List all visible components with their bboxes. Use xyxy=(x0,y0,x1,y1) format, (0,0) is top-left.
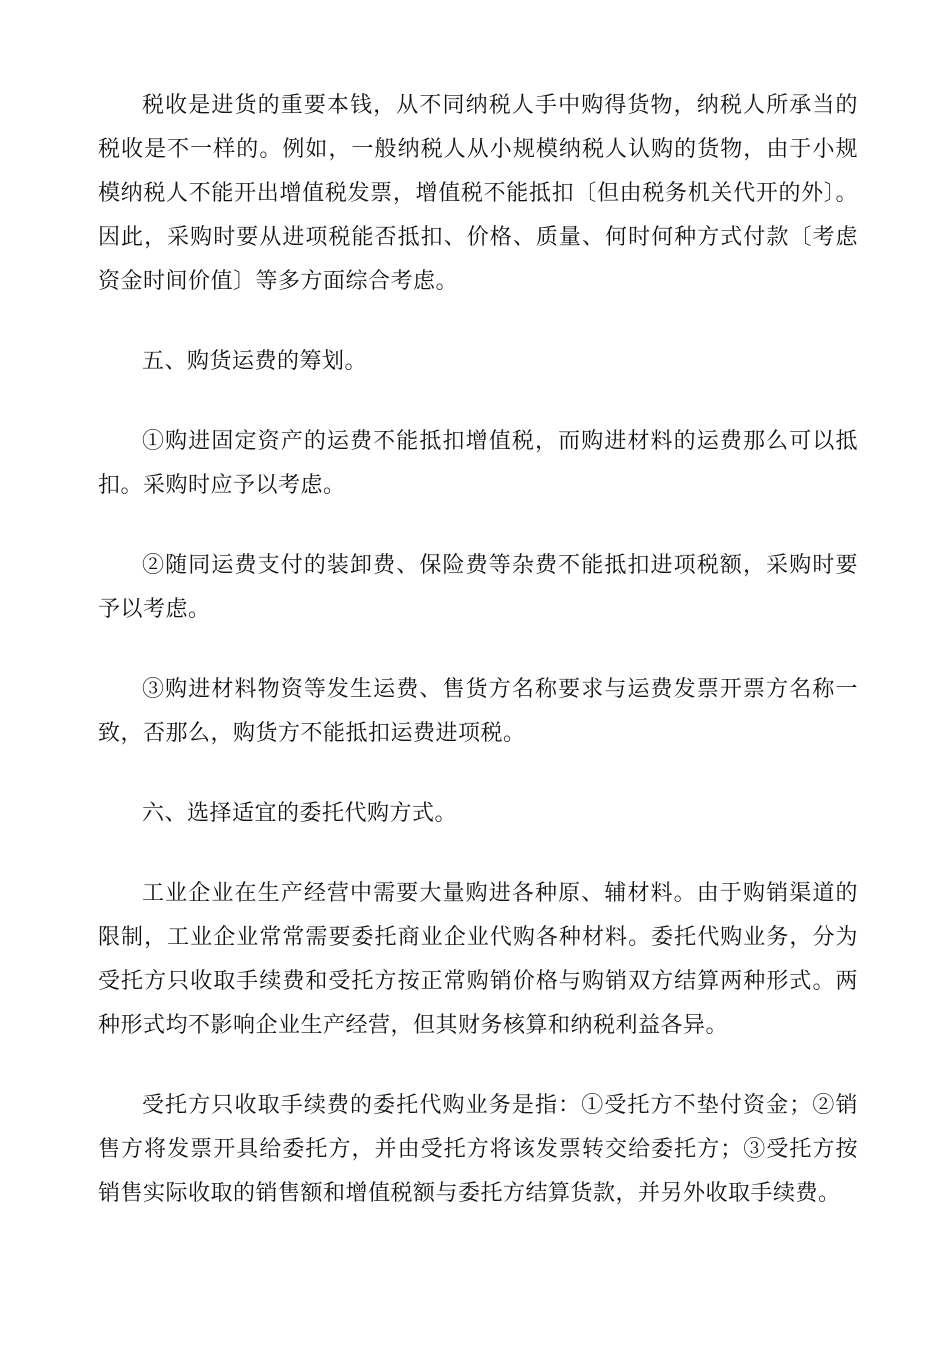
document-page xyxy=(98,84,858,1252)
paragraph-freight-1: ①购进固定资产的运费不能抵扣增值税，而购进材料的运费那么可以抵扣。采购时应予以考虑。 xyxy=(98,429,858,498)
paragraph-agency-intro: 工业企业在生产经营中需要大量购进各种原、辅材料。由于购销渠道的限制，工业企业常常需要委托商业企业代购各种材料。委托代购业务，分为受托方只收取手续费和受托方按正常购销价格与购销双方结算两种形式。两种形式均不影响企业生产经营，但其财务核算和纳税利益各异。 xyxy=(98,881,858,1038)
section-heading-freight: 五、购货运费的筹划。 xyxy=(142,349,368,374)
section-heading-agency: 六、选择适宜的委托代购方式。 xyxy=(142,801,458,826)
paragraph-agency-fee: 受托方只收取手续费的委托代购业务是指：①受托方不垫付资金；②销售方将发票开具给委托方，并由受托方将该发票转交给委托方；③受托方按销售实际收取的销售额和增值税额与委托方结算货款，并另外收取手续费。 xyxy=(98,1093,858,1206)
paragraph-freight-3: ③购进材料物资等发生运费、售货方名称要求与运费发票开票方名称一致，否那么，购货方不能抵扣运费进项税。 xyxy=(98,677,858,746)
paragraph-tax-cost: 税收是进货的重要本钱，从不同纳税人手中购得货物，纳税人所承当的税收是不一样的。例如，一般纳税人从小规模纳税人认购的货物，由于小规模纳税人不能开出增值税发票，增值税不能抵扣〔但由税务机关代开的外〕。因此，采购时要从进项税能否抵扣、价格、质量、何时何种方式付款〔考虑资金时间价值〕等多方面综合考虑。 xyxy=(98,93,858,294)
paragraph-freight-2: ②随同运费支付的装卸费、保险费等杂费不能抵扣进项税额，采购时要予以考虑。 xyxy=(98,553,858,622)
